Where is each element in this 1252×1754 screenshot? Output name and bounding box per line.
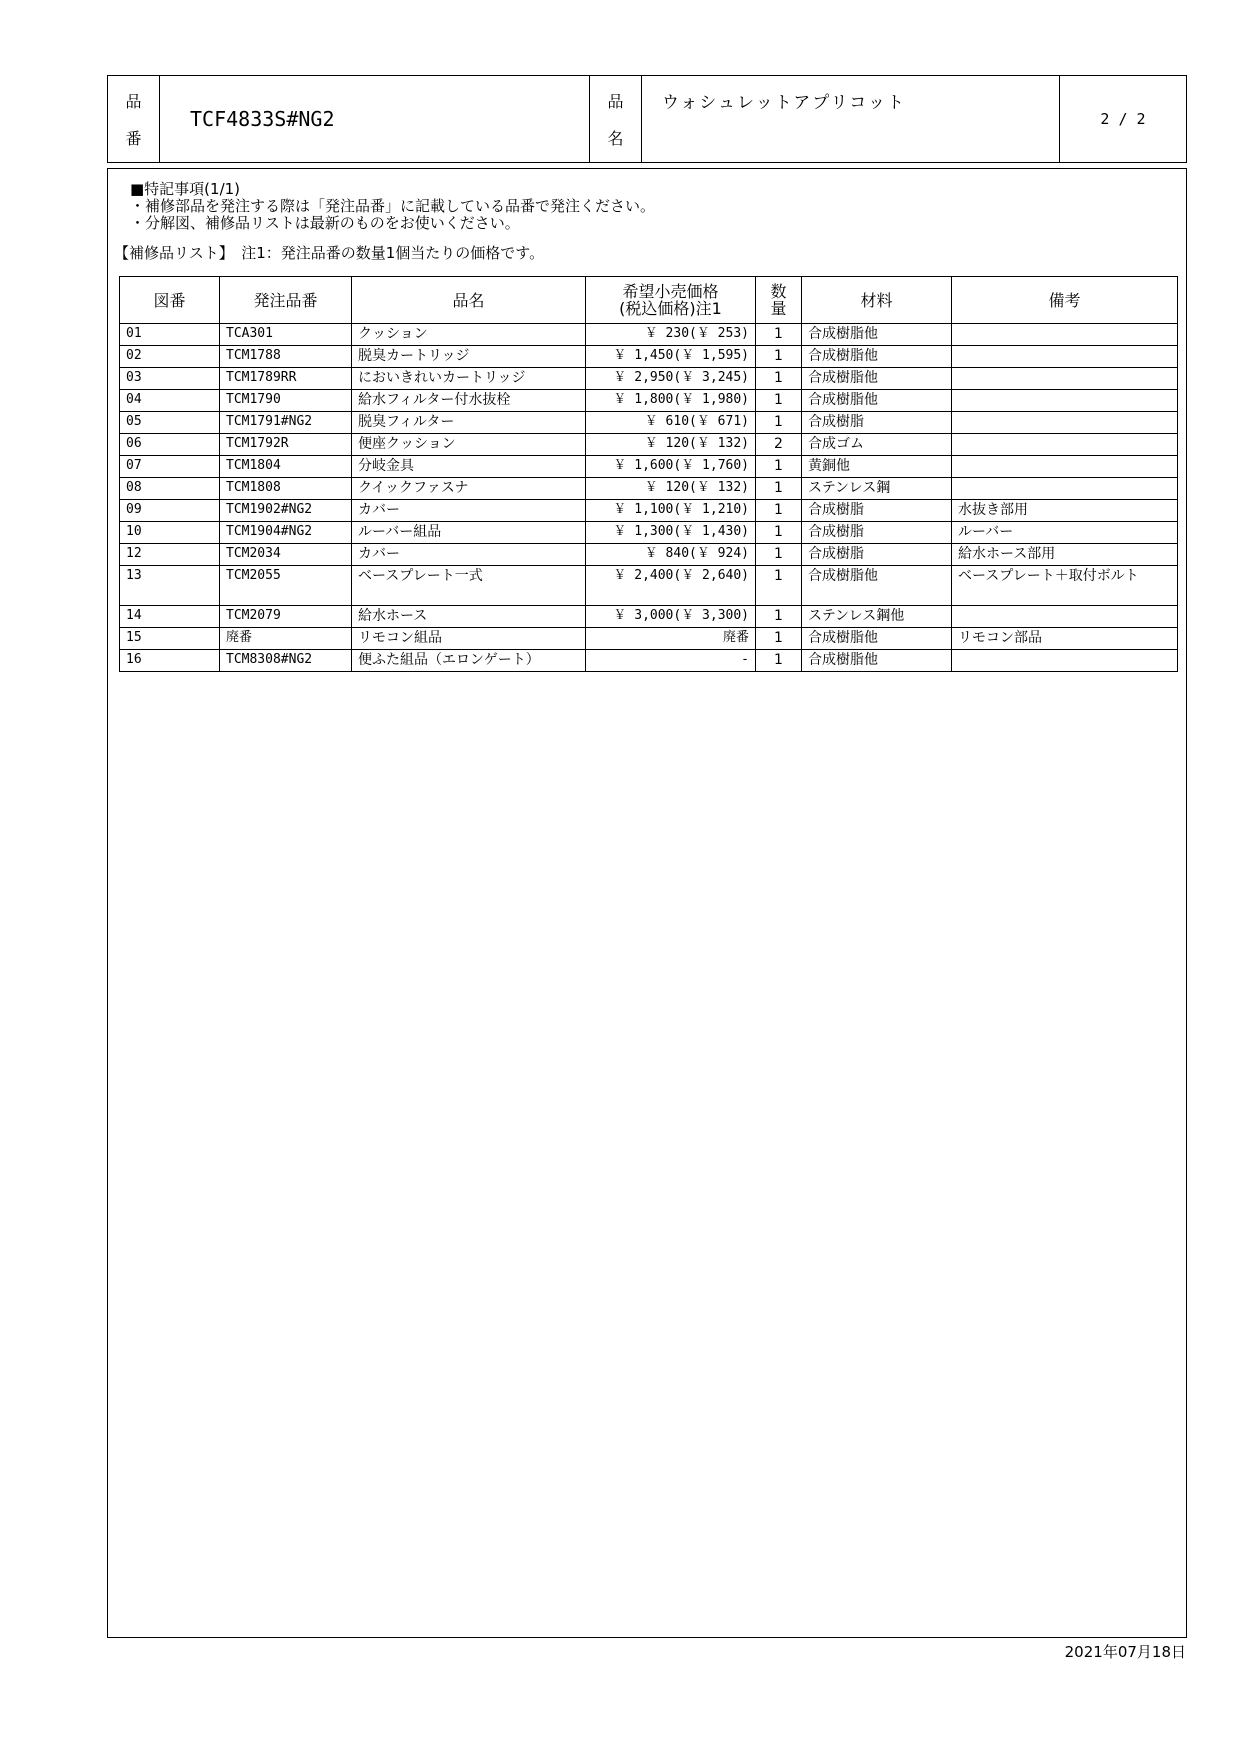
cell-remarks (952, 324, 1178, 346)
cell-material: 合成樹脂他 (802, 566, 952, 606)
cell-order-no: TCM2055 (220, 566, 352, 606)
table-row (120, 368, 1178, 390)
col-header-material: 材料 (802, 277, 952, 324)
cell-item-name: 脱臭カートリッジ (352, 346, 586, 368)
cell-item-name: 給水フィルター付水抜栓 (352, 390, 586, 412)
cell-order-no: TCM1789RR (220, 368, 352, 390)
cell-price: ￥ 120(￥ 132) (586, 478, 756, 500)
table-row (120, 324, 1178, 346)
cell-qty: 1 (756, 390, 802, 412)
cell-material: 合成樹脂 (802, 500, 952, 522)
table-row (120, 606, 1178, 628)
cell-order-no: TCM2079 (220, 606, 352, 628)
cell-remarks (952, 390, 1178, 412)
cell-price: ￥ 1,600(￥ 1,760) (586, 456, 756, 478)
col-header-qty: 数 量 (756, 277, 802, 324)
cell-price: - (586, 650, 756, 672)
cell-order-no: TCM1904#NG2 (220, 522, 352, 544)
cell-remarks: 給水ホース部用 (952, 544, 1178, 566)
table-row (120, 456, 1178, 478)
cell-material: ステンレス鋼他 (802, 606, 952, 628)
note-line: ・分解図、補修品リストは最新のものをお使いください。 (130, 214, 520, 232)
cell-item-name: リモコン組品 (352, 628, 586, 650)
cell-item-name: クッション (352, 324, 586, 346)
cell-remarks (952, 346, 1178, 368)
cell-fig-no: 02 (120, 346, 220, 368)
cell-order-no: TCM1902#NG2 (220, 500, 352, 522)
cell-fig-no: 06 (120, 434, 220, 456)
cell-qty: 1 (756, 566, 802, 606)
table-row (120, 628, 1178, 650)
note-line: ・補修部品を発注する際は「発注品番」に記載している品番で発注ください。 (130, 197, 656, 215)
cell-item-name: カバー (352, 544, 586, 566)
cell-qty: 1 (756, 456, 802, 478)
cell-order-no: TCM1792R (220, 434, 352, 456)
cell-fig-no: 13 (120, 566, 220, 606)
cell-remarks (952, 412, 1178, 434)
cell-material: 合成樹脂 (802, 412, 952, 434)
table-row (120, 500, 1178, 522)
cell-order-no: TCM8308#NG2 (220, 650, 352, 672)
cell-remarks: ルーバー (952, 522, 1178, 544)
cell-remarks: リモコン部品 (952, 628, 1178, 650)
col-header-item-name: 品名 (352, 277, 586, 324)
cell-order-no: TCM1790 (220, 390, 352, 412)
cell-remarks (952, 606, 1178, 628)
cell-fig-no: 12 (120, 544, 220, 566)
cell-item-name: 便ふた組品（エロンゲート） (352, 650, 586, 672)
cell-qty: 1 (756, 368, 802, 390)
cell-order-no: TCA301 (220, 324, 352, 346)
table-row (120, 390, 1178, 412)
special-notes (130, 181, 655, 232)
cell-material: 合成樹脂他 (802, 368, 952, 390)
table-row (120, 478, 1178, 500)
cell-price: ￥ 1,100(￥ 1,210) (586, 500, 756, 522)
cell-qty: 1 (756, 650, 802, 672)
header-box (107, 75, 1187, 163)
notes-title: ■特記事項(1/1) (130, 180, 241, 198)
cell-qty: 1 (756, 500, 802, 522)
parts-table-body (120, 324, 1178, 672)
cell-remarks (952, 434, 1178, 456)
product-name-label: 品 名 (590, 76, 642, 162)
cell-order-no: TCM1804 (220, 456, 352, 478)
col-header-price: 希望小売価格 (税込価格)注1 (586, 277, 756, 324)
cell-qty: 1 (756, 544, 802, 566)
cell-fig-no: 04 (120, 390, 220, 412)
col-header-order-no: 発注品番 (220, 277, 352, 324)
cell-price: 廃番 (586, 628, 756, 650)
cell-remarks (952, 478, 1178, 500)
cell-qty: 1 (756, 478, 802, 500)
cell-item-name: ルーバー組品 (352, 522, 586, 544)
cell-remarks (952, 456, 1178, 478)
cell-qty: 1 (756, 628, 802, 650)
cell-price: ￥ 3,000(￥ 3,300) (586, 606, 756, 628)
cell-material: 合成樹脂 (802, 544, 952, 566)
cell-price: ￥ 230(￥ 253) (586, 324, 756, 346)
col-header-fig-no: 図番 (120, 277, 220, 324)
cell-qty: 1 (756, 606, 802, 628)
cell-material: 合成樹脂他 (802, 650, 952, 672)
cell-price: ￥ 840(￥ 924) (586, 544, 756, 566)
cell-material: 合成樹脂他 (802, 324, 952, 346)
cell-remarks: 水抜き部用 (952, 500, 1178, 522)
cell-qty: 2 (756, 434, 802, 456)
table-row (120, 650, 1178, 672)
cell-material: 合成樹脂 (802, 522, 952, 544)
parts-table (119, 276, 1178, 672)
cell-price: ￥ 2,400(￥ 2,640) (586, 566, 756, 606)
cell-qty: 1 (756, 324, 802, 346)
cell-fig-no: 08 (120, 478, 220, 500)
cell-item-name: 給水ホース (352, 606, 586, 628)
part-number: TCF4833S#NG2 (160, 76, 590, 162)
cell-material: 合成樹脂他 (802, 346, 952, 368)
cell-qty: 1 (756, 412, 802, 434)
cell-fig-no: 01 (120, 324, 220, 346)
cell-qty: 1 (756, 522, 802, 544)
cell-material: 黄銅他 (802, 456, 952, 478)
cell-item-name: 脱臭フィルター (352, 412, 586, 434)
cell-remarks (952, 368, 1178, 390)
cell-item-name: クイックファスナ (352, 478, 586, 500)
cell-item-name: ベースプレート一式 (352, 566, 586, 606)
part-no-label: 品 番 (108, 76, 160, 162)
cell-fig-no: 10 (120, 522, 220, 544)
table-row (120, 522, 1178, 544)
table-row (120, 544, 1178, 566)
table-row (120, 434, 1178, 456)
cell-material: ステンレス鋼 (802, 478, 952, 500)
cell-fig-no: 15 (120, 628, 220, 650)
issue-date: 2021年07月18日 (1064, 1643, 1186, 1661)
cell-item-name: 分岐金具 (352, 456, 586, 478)
cell-fig-no: 16 (120, 650, 220, 672)
cell-order-no: 廃番 (220, 628, 352, 650)
parts-list-heading: 【補修品リスト】 注1：発注品番の数量1個当たりの価格です。 (114, 244, 545, 262)
cell-price: ￥ 1,450(￥ 1,595) (586, 346, 756, 368)
cell-item-name: 便座クッション (352, 434, 586, 456)
cell-price: ￥ 1,300(￥ 1,430) (586, 522, 756, 544)
product-name: ウォシュレットアプリコット (642, 76, 1060, 162)
table-row (120, 566, 1178, 606)
cell-qty: 1 (756, 346, 802, 368)
cell-order-no: TCM1791#NG2 (220, 412, 352, 434)
cell-order-no: TCM2034 (220, 544, 352, 566)
cell-item-name: においきれいカートリッジ (352, 368, 586, 390)
cell-price: ￥ 1,800(￥ 1,980) (586, 390, 756, 412)
body-frame (107, 168, 1187, 1638)
cell-price: ￥ 610(￥ 671) (586, 412, 756, 434)
cell-price: ￥ 120(￥ 132) (586, 434, 756, 456)
cell-remarks (952, 650, 1178, 672)
cell-item-name: カバー (352, 500, 586, 522)
cell-fig-no: 14 (120, 606, 220, 628)
table-row (120, 412, 1178, 434)
page-number: 2 / 2 (1100, 110, 1146, 128)
cell-fig-no: 09 (120, 500, 220, 522)
cell-order-no: TCM1788 (220, 346, 352, 368)
cell-material: 合成ゴム (802, 434, 952, 456)
cell-remarks: ベースプレート＋取付ボルト (952, 566, 1178, 606)
table-row (120, 346, 1178, 368)
cell-price: ￥ 2,950(￥ 3,245) (586, 368, 756, 390)
cell-fig-no: 05 (120, 412, 220, 434)
cell-material: 合成樹脂他 (802, 390, 952, 412)
cell-order-no: TCM1808 (220, 478, 352, 500)
col-header-remarks: 備考 (952, 277, 1178, 324)
cell-material: 合成樹脂他 (802, 628, 952, 650)
cell-fig-no: 07 (120, 456, 220, 478)
cell-fig-no: 03 (120, 368, 220, 390)
table-header-row (120, 277, 1178, 324)
